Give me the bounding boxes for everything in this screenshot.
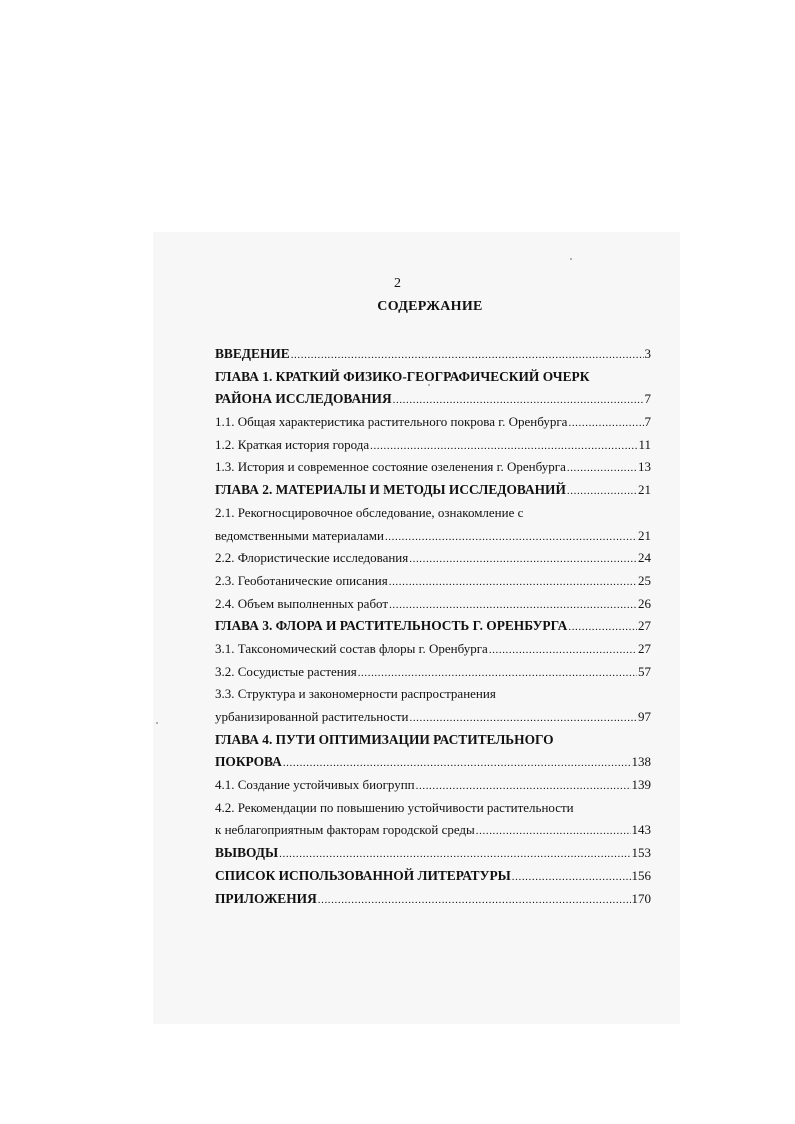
toc-dot-leader bbox=[568, 411, 643, 435]
toc-entry bbox=[215, 502, 651, 525]
toc-entry-page: 7 bbox=[644, 414, 651, 430]
toc-entry-page: 24 bbox=[638, 550, 651, 566]
toc-entry-page: 57 bbox=[638, 663, 651, 679]
toc-entry bbox=[215, 456, 651, 479]
toc-entry-page: 11 bbox=[638, 436, 651, 452]
toc-entry bbox=[215, 615, 651, 638]
toc-entry-title: 2.3. Геоботанические описания bbox=[215, 572, 388, 588]
toc-entry bbox=[215, 865, 651, 888]
toc-entry bbox=[215, 797, 651, 820]
toc-entry bbox=[215, 751, 651, 774]
toc-dot-leader bbox=[489, 638, 637, 662]
toc-entry bbox=[215, 706, 651, 729]
toc-entry-page: 27 bbox=[638, 640, 651, 656]
toc-entry-title: ГЛАВА 2. МАТЕРИАЛЫ И МЕТОДЫ ИССЛЕДОВАНИЙ bbox=[215, 482, 566, 498]
toc-entry bbox=[215, 683, 651, 706]
toc-dot-leader bbox=[476, 819, 631, 843]
toc-entry-title: ПРИЛОЖЕНИЯ bbox=[215, 890, 317, 906]
toc-entry-title: 4.2. Рекомендации по повышению устойчивости растительности bbox=[215, 799, 574, 815]
toc-entry bbox=[215, 593, 651, 616]
toc-dot-leader bbox=[279, 842, 630, 866]
toc-dot-leader bbox=[291, 343, 644, 367]
toc-entry-title: ПОКРОВА bbox=[215, 754, 282, 770]
toc-entry-title: 2.4. Объем выполненных работ bbox=[215, 595, 389, 611]
toc-entry-title: ГЛАВА 4. ПУТИ ОПТИМИЗАЦИИ РАСТИТЕЛЬНОГО bbox=[215, 731, 554, 747]
toc-entry-title: 2.1. Рекогносцировочное обследование, ознакомление с bbox=[215, 504, 524, 520]
toc-dot-leader bbox=[568, 615, 637, 639]
toc-title: СОДЕРЖАНИЕ bbox=[377, 299, 483, 314]
toc-entry bbox=[215, 842, 651, 865]
toc-entry-page: 143 bbox=[631, 822, 651, 838]
toc-entry-title: урбанизированной растительности bbox=[215, 709, 409, 724]
toc-entry-page: 156 bbox=[631, 867, 651, 883]
toc-entry-title: 1.3. История и современное состояние озеленения г. Оренбурга bbox=[215, 459, 566, 475]
toc-entry bbox=[215, 388, 651, 411]
table-of-contents bbox=[215, 343, 651, 910]
toc-entry-page: 7 bbox=[644, 391, 651, 407]
toc-entry-page: 3 bbox=[644, 346, 651, 361]
toc-entry-page: 139 bbox=[631, 777, 651, 793]
toc-entry bbox=[215, 729, 651, 752]
toc-dot-leader bbox=[409, 547, 637, 571]
toc-entry bbox=[215, 774, 651, 797]
toc-entry-title: ГЛАВА 1. КРАТКИЙ ФИЗИКО-ГЕОГРАФИЧЕСКИЙ ОЧЕРК bbox=[215, 368, 590, 384]
toc-entry-title: 3.3. Структура и закономерности распространения bbox=[215, 686, 496, 702]
scan-speck bbox=[570, 258, 572, 260]
toc-dot-leader bbox=[416, 774, 631, 798]
toc-dot-leader bbox=[385, 525, 637, 549]
toc-dot-leader bbox=[370, 434, 637, 458]
toc-dot-leader bbox=[567, 456, 637, 480]
toc-entry-title: к неблагоприятным факторам городской среды bbox=[215, 822, 475, 838]
toc-entry-title: 3.1. Таксономический состав флоры г. Оренбурга bbox=[215, 640, 488, 656]
toc-entry bbox=[215, 525, 651, 548]
toc-entry bbox=[215, 661, 651, 684]
toc-entry bbox=[215, 479, 651, 502]
toc-entry-page: 153 bbox=[631, 845, 651, 861]
toc-entry-title: 4.1. Создание устойчивых биогрупп bbox=[215, 777, 415, 793]
toc-entry bbox=[215, 819, 651, 842]
toc-entry-page: 26 bbox=[638, 595, 651, 611]
toc-entry-title: 1.2. Краткая история города bbox=[215, 436, 370, 452]
toc-entry-page: 13 bbox=[638, 459, 651, 475]
toc-entry bbox=[215, 343, 651, 366]
toc-entry-page: 21 bbox=[638, 482, 651, 498]
toc-dot-leader bbox=[389, 593, 637, 617]
toc-entry-page: 138 bbox=[631, 754, 651, 770]
toc-entry-title: 1.1. Общая характеристика растительного покрова г. Оренбурга bbox=[215, 414, 568, 430]
toc-entry bbox=[215, 638, 651, 661]
toc-entry-page: 97 bbox=[638, 709, 651, 724]
toc-entry-title: ВЫВОДЫ bbox=[215, 845, 279, 861]
toc-entry-title: 2.2. Флористические исследования bbox=[215, 550, 409, 566]
toc-dot-leader bbox=[409, 706, 637, 730]
toc-entry-title: РАЙОНА ИССЛЕДОВАНИЯ bbox=[215, 391, 392, 407]
toc-entry bbox=[215, 366, 651, 389]
toc-entry-page: 170 bbox=[631, 890, 651, 906]
scan-speck bbox=[156, 722, 158, 724]
toc-entry-page: 25 bbox=[638, 572, 651, 588]
toc-dot-leader bbox=[567, 479, 637, 503]
toc-entry-title: 3.2. Сосудистые растения bbox=[215, 663, 357, 679]
toc-entry-title: СПИСОК ИСПОЛЬЗОВАННОЙ ЛИТЕРАТУРЫ bbox=[215, 867, 511, 883]
toc-entry bbox=[215, 570, 651, 593]
toc-dot-leader bbox=[358, 661, 637, 685]
toc-entry-page: 21 bbox=[638, 527, 651, 543]
toc-entry bbox=[215, 434, 651, 457]
toc-dot-leader bbox=[283, 751, 631, 775]
toc-dot-leader bbox=[393, 388, 644, 412]
toc-entry-title: ВВЕДЕНИЕ bbox=[215, 346, 290, 361]
toc-dot-leader bbox=[389, 570, 637, 594]
toc-entry-page: 27 bbox=[638, 618, 651, 634]
toc-entry-title: ГЛАВА 3. ФЛОРА И РАСТИТЕЛЬНОСТЬ Г. ОРЕНБУРГА bbox=[215, 618, 568, 634]
toc-dot-leader bbox=[512, 865, 631, 889]
page-number: 2 bbox=[394, 276, 401, 291]
toc-entry-title: ведомственными материалами bbox=[215, 527, 384, 543]
toc-entry bbox=[215, 888, 651, 911]
toc-entry bbox=[215, 547, 651, 570]
toc-dot-leader bbox=[318, 888, 631, 912]
toc-entry bbox=[215, 411, 651, 434]
